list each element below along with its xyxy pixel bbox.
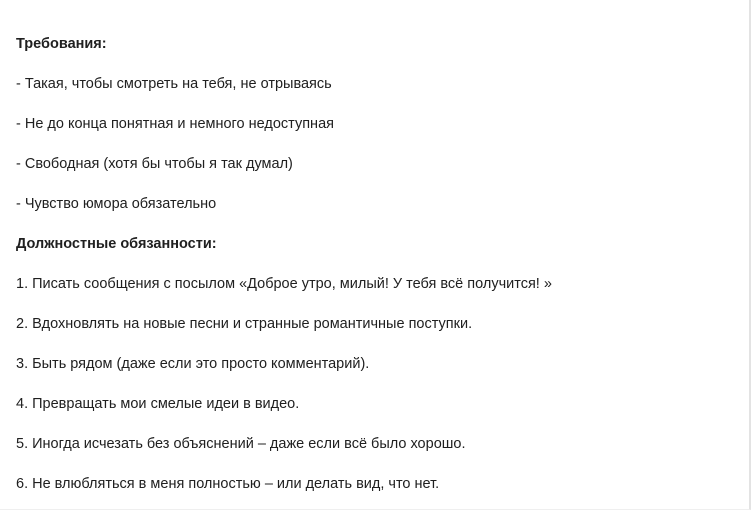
duties-heading: Должностные обязанности: [16,236,217,252]
requirements-item: - Такая, чтобы смотреть на тебя, не отрываясь [16,76,332,92]
requirements-item: - Чувство юмора обязательно [16,196,217,212]
requirements-item: - Свободная (хотя бы чтобы я так думал) [16,156,293,172]
requirements-item: - Не до конца понятная и немного недоступная [16,116,334,132]
requirements-heading: Требования: [16,36,107,52]
duties-item: 3. Быть рядом (даже если это просто комментарий). [16,356,370,372]
duties-item: 5. Иногда исчезать без объяснений – даже если всё было хорошо. [16,436,466,452]
document-body [16,34,736,494]
duties-item: 4. Превращать мои смелые идеи в видео. [16,396,300,412]
duties-item: 6. Не влюбляться в меня полностью – или делать вид, что нет. [16,476,440,492]
duties-item: 1. Писать сообщения с посылом «Доброе утро, милый! У тебя всё получится! » [16,276,552,292]
duties-item: 2. Вдохновлять на новые песни и странные романтичные поступки. [16,316,473,332]
